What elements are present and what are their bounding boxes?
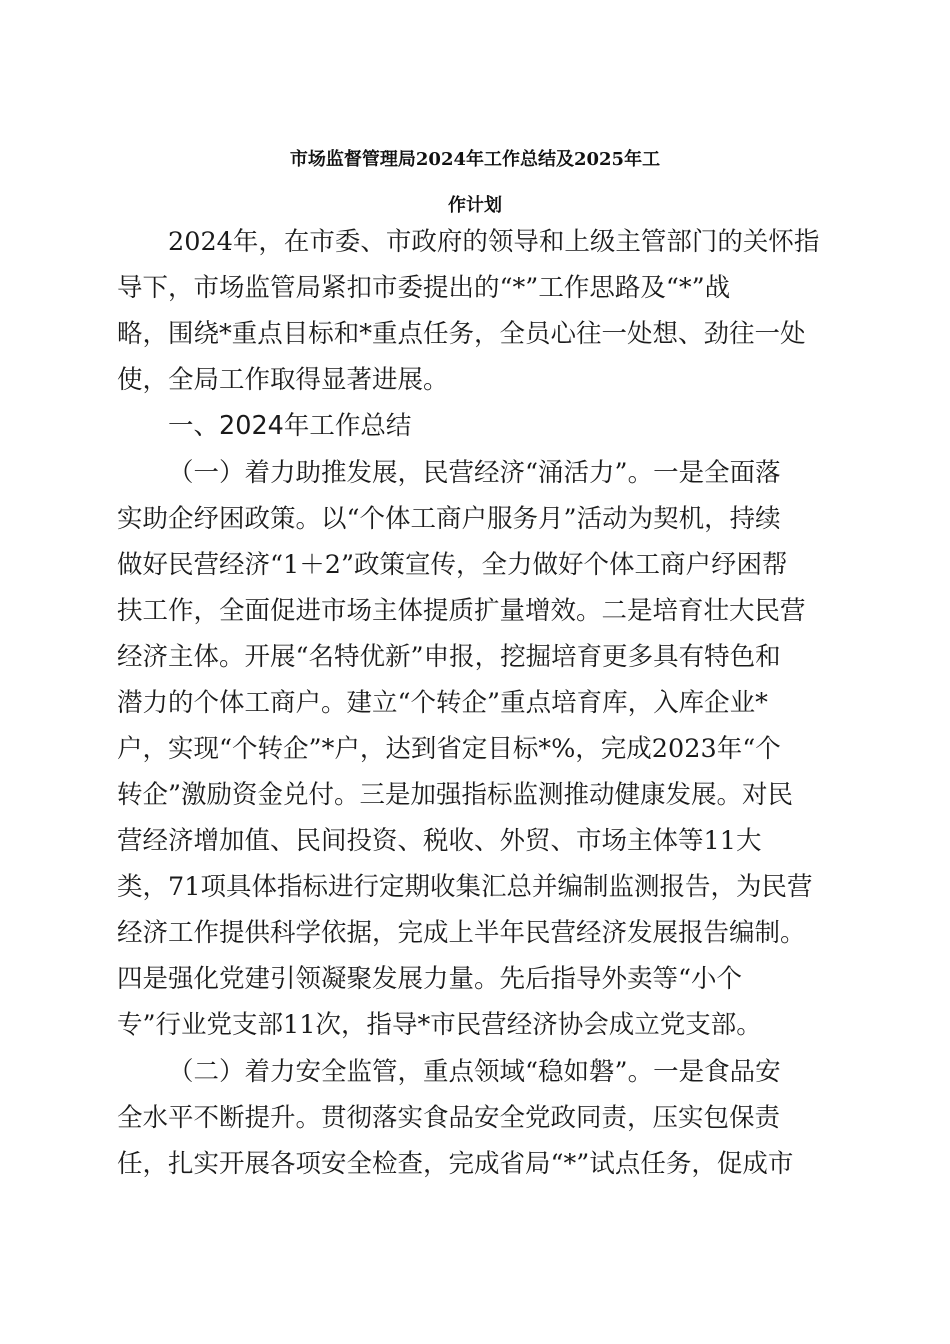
section-heading: 一、2024年工作总结 bbox=[168, 411, 412, 441]
paragraph-line: 转企”激励资金兑付。三是加强指标监测推动健康发展。对民 bbox=[117, 780, 794, 810]
paragraph-line: 任，扎实开展各项安全检查，完成省局“*”试点任务，促成市 bbox=[117, 1149, 794, 1179]
paragraph-line: （一）着力助推发展，民营经济“涌活力”。一是全面落 bbox=[168, 458, 781, 488]
paragraph-line: 2024年，在市委、市政府的领导和上级主管部门的关怀指 bbox=[168, 227, 820, 257]
paragraph-line: 类，71项具体指标进行定期收集汇总并编制监测报告，为民营 bbox=[117, 872, 813, 902]
paragraph-line: 做好民营经济“1＋2”政策宣传，全力做好个体工商户纾困帮 bbox=[117, 550, 788, 580]
paragraph-line: 导下，市场监管局紧扣市委提出的“*”工作思路及“*”战 bbox=[117, 273, 731, 303]
paragraph-line: 经济主体。开展“名特优新”申报，挖掘培育更多具有特色和 bbox=[117, 642, 781, 672]
paragraph-line: 营经济增加值、民间投资、税收、外贸、市场主体等11大 bbox=[117, 826, 762, 856]
paragraph-line: 略，围绕*重点目标和*重点任务，全员心往一处想、劲往一处 bbox=[117, 319, 806, 349]
paragraph-line: 扶工作，全面促进市场主体提质扩量增效。二是培育壮大民营 bbox=[117, 596, 806, 626]
paragraph-line: 全水平不断提升。贯彻落实食品安全党政同责，压实包保责 bbox=[117, 1103, 781, 1133]
document-title-line-2: 作计划 bbox=[448, 195, 502, 216]
paragraph-line: （二）着力安全监管，重点领域“稳如磐”。一是食品安 bbox=[168, 1057, 781, 1087]
paragraph-line: 经济工作提供科学依据，完成上半年民营经济发展报告编制。 bbox=[117, 918, 806, 948]
paragraph-line: 四是强化党建引领凝聚发展力量。先后指导外卖等“小个 bbox=[117, 964, 743, 994]
paragraph-line: 实助企纾困政策。以“个体工商户服务月”活动为契机，持续 bbox=[117, 504, 781, 534]
paragraph-line: 户，实现“个转企”*户，达到省定目标*%，完成2023年“个 bbox=[117, 734, 781, 764]
paragraph-line: 使，全局工作取得显著进展。 bbox=[117, 365, 449, 395]
document-title-line-1: 市场监督管理局2024年工作总结及2025年工 bbox=[289, 149, 661, 170]
paragraph-line: 潜力的个体工商户。建立“个转企”重点培育库，入库企业* bbox=[117, 688, 768, 718]
paragraph-line: 专”行业党支部11次，指导*市民营经济协会成立党支部。 bbox=[117, 1010, 762, 1040]
